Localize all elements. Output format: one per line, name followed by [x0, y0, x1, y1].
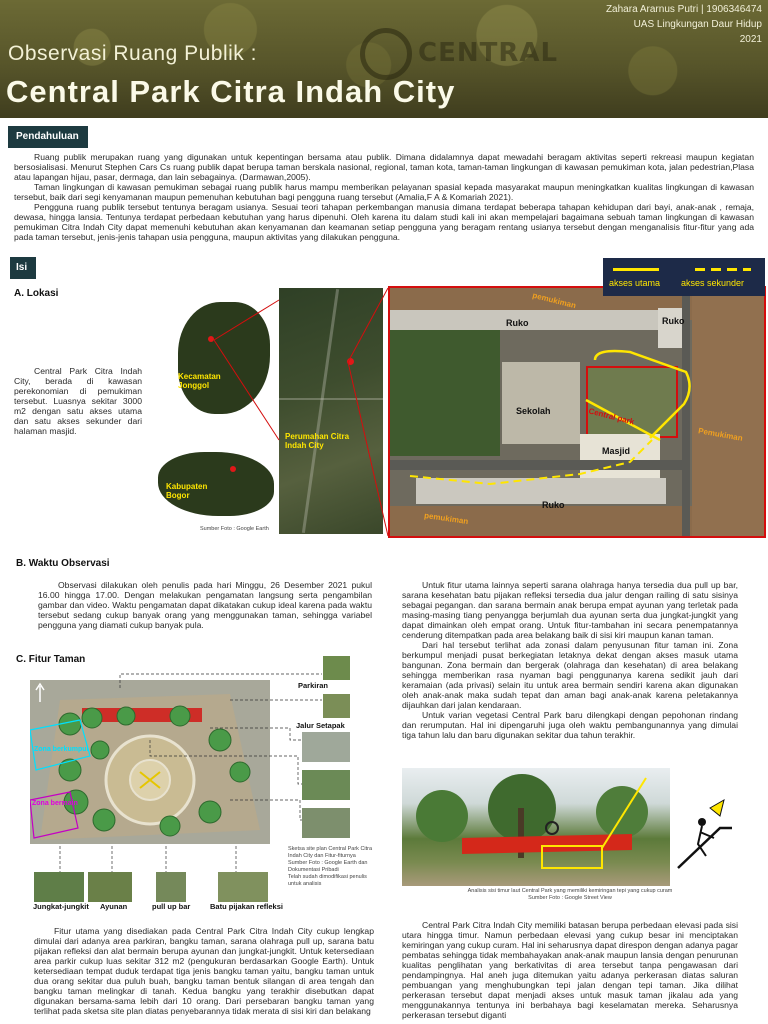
- label-kabupaten: Kabupaten Bogor: [166, 482, 208, 500]
- waktu-paragraph: Observasi dilakukan oleh penulis pada hari Minggu, 26 Desember 2021 pukul 16.00 hingga 17.00. Dengan melakukan pengamatan langsung serta pengambilan gambar dan video. Waktu pengamatan dapat dikatakan cukup ideal karena pada waktu tersebut sedang cukup banyak orang yang menggunakan taman, sehingga variabel pengguna yang diamati cukup banyak pula.: [38, 580, 372, 630]
- photo-jungkat-jungkit: [34, 872, 84, 902]
- photo-jalur-setapak: [323, 694, 350, 718]
- photo-analysis-overlay: [402, 768, 736, 886]
- street-view-photo: [402, 768, 736, 886]
- fitur-text: [34, 926, 374, 1022]
- right-paragraph: Untuk fitur utama lainnya seperti sarana olahraga hanya tersedia dua pull up bar, sarana kesehatan batu pijakan refleksi tersedia dua jalur dengan railing di satu sisinya sebagai pegangan. dan sarana bermain anak berupa empat ayunan yang terletak pada masing-masing tiang penyangga berjumlah dua ayunan serta dua jungkat-jungkit yang dapat dimainkan oleh empat orang. Untuk fitur-tambahan ini secara penempatannya cenderung ditempatkan pada area belakang baik di sisi kiri maupun kanan taman.: [402, 580, 738, 640]
- label-central-park: Central park: [587, 406, 636, 427]
- label-pemukiman-right: Pemukiman: [697, 426, 744, 443]
- label-jalur-setapak: Jalur Setapak: [296, 721, 345, 730]
- right-paragraph: Untuk varian vegetasi Central Park baru dilengkapi dengan pepohonan rindang dan rerumputan. Hal ini dipengaruhi juga oleh waktu pembangunannya yang dimulai tiga tahun lalu dan baru digunakan sekitar dua tahun terakhir.: [402, 710, 738, 740]
- photo-batu-pijakan: [218, 872, 268, 902]
- right-paragraph: Central Park Citra Indah City memiliki batasan berupa perbedaan elevasi pada sisi utara hingga timur. Namun perbedaan elevasi yang cukup besar ini menciptakan kemiringan yang cukup curam. Hal ini seharusnya dapat direspon dengan adanya pagar pembatas sehingga tidak membahayakan anak-anak maupun lansia dengan penurunan kualitas penglihatan yang berkativitas di area tersebut tanpa pengawasan dari pendampingnya. Hal aneh juga ditemukan yaitu adanya perkerasan diatas saluran pembuangan yang menghubungkan tepi jalan dengan tepi taman. Jika dilihat perkerasan tersebut dapat menjadi akses untuk masuk taman jikalau ada yang menggunakannya tentunya ini berbahaya bagi keselamatan mereka. Seharusnya perkerasan tersebut diganti: [402, 920, 738, 1020]
- course-name: UAS Lingkungan Daur Hidup: [633, 19, 762, 30]
- right-paragraph: Dari hal tersebut terlihat ada zonasi dalam penyusunan fitur taman ini. Zona berkumpul menjadi pusat berkegiatan letaknya dekat dengan akses masuk utama bangunan. Zona bermain dan bergerak (olahraga dan kesehatan) di area belakang sehingga memberikan rasa nyaman bagi penggunanya karena sedikit jauh dari keramaian (ada privasi) selain itu untuk area bermain sendiri karena akan digunakan oleh anak-anak maka sudah tepat dan aman bagi anak-anak karena peletakannya dijauhkan dari jalan kendaraan.: [402, 640, 738, 710]
- section-label-isi: Isi: [10, 257, 36, 279]
- photo-parkiran: [323, 656, 350, 680]
- photo-caption: Analisis sisi timur laut Central Park yang memiliki kemiringan tepi yang cukup curam Sumber Foto : Google Street View: [467, 888, 673, 901]
- intro-paragraph: Pengguna ruang publik tersebut tentunya beragam usianya. Sesuai teori tahapan perkembangan manusia dimana terdapat beberapa tahapan kehidupan dari bayi, anak-anak , remaja, dewasa, hingga lansia. Tentunya terdapat perbedaan kebutuhan yang harus dipenuhi. Oleh karena itu dalam studi kali ini akan mempelajari bagaimana sebuah taman lingkungan di kawasan pemukiman Citra Indah City dapat memenuhi kebutuhan akan kenyamanan dan keamanan setiap pengguna yang beragam rentang usianya tersebut dengan menganalisis fitur-fitur yang ada pada taman tersebut, jenis-jenis tahapan usia pengguna, maupun aktivitas yang dilakukan pengguna.: [14, 202, 754, 242]
- heading-fitur: C. Fitur Taman: [16, 654, 86, 665]
- photo-bangku-melingkar: [302, 770, 350, 800]
- elevation-text: [402, 920, 738, 1022]
- page-title: Central Park Citra Indah City: [6, 74, 456, 109]
- map-source-caption: Sumber Foto : Google Earth: [200, 526, 269, 532]
- logo-text: CENTRAL: [418, 38, 559, 68]
- label-pemukiman-bottom: pemukiman: [423, 510, 469, 527]
- lokasi-paragraph: Central Park Citra Indah City, berada di kawasan perekonomian di pemukiman tersebut. Luasnya sekitar 3000 m2 dengan satu akses utama dan satu akses sekunder dari halaman masjid.: [14, 366, 142, 436]
- label-batu-pijakan: Batu pijakan refleksi: [210, 902, 283, 911]
- label-sekolah: Sekolah: [516, 406, 551, 416]
- year: 2021: [739, 34, 762, 45]
- photo-pull-up-bar: [156, 872, 186, 902]
- fitur-paragraph: Fitur utama yang disediakan pada Central Park Citra Indah City cukup lengkap dimulai dari adanya area parkiran, bangku taman, sarana olahraga pull up, sarana batu pijakan refleksi dan alat bermain berupa ayunan dan jungkat-jungkit. Untuk ketersediaan area parkir cukup luas sekitar 312 m2 (pengukuran berdasarkan Google Earth). Untuk ketersediaan tempat duduk terdapat tiga jenis bangku taman yaitu, bangku taman untuk dua orang sekitar dua puluh buah, bangku taman bentuk silangan di area tengah dan bangku taman melingkar di tanah. Kedua bangku yang terakhir disebutkan dapat digunakan bersama-sama lebih dari 10 orang. Dari persebaran bangku taman yang terlihat pada sketsa site plan diatas penyebarannya tidak merata di sisi kiri dan belakang: [34, 926, 374, 1016]
- section-label-pendahuluan: Pendahuluan: [8, 126, 88, 148]
- label-kecamatan: Kecamatan Jonggol: [178, 372, 221, 390]
- label-perumahan: Perumahan Citra Indah City: [285, 432, 350, 450]
- label-ruko-bottom: Ruko: [542, 500, 565, 510]
- heading-waktu: B. Waktu Observasi: [16, 558, 110, 569]
- label-zona-berkumpul: Zona berkumpul: [34, 746, 89, 753]
- intro-paragraph: Ruang publik merupakan ruang yang digunakan untuk kepentingan bersama atau publik. Dimana didalamnya dapat mewadahi beragam aktivitas seperti rekreasi maupun kegiatan bersosialisasi. Menurut Stephen Cars Cs ruang publik dapat berupa taman berskala nasional, regional, taman kota, taman-taman lingkungan di kawasan pemukiman kota, jalan pedestrian,Plasa atau lapangan hijau, pasar, dermaga, dan lain sebagainya. (Darmawan,2005).: [14, 152, 754, 182]
- author-name: Zahara Ararnus Putri | 1906346474: [605, 4, 762, 15]
- label-zona-bermain: Zona bermain: [32, 800, 78, 807]
- site-plan-caption: Sketsa site plan Central Park Citra Indah City dan Fitur-fiturnya Sumber Foto : Google Earth dan Dokumentasi Pribadi Telah sudah dimodifikasi penulis untuk analisis: [288, 846, 373, 887]
- legend-label-utama: akses utama: [609, 278, 661, 288]
- label-ruko-top: Ruko: [506, 318, 529, 328]
- label-ayunan: Ayunan: [100, 902, 128, 911]
- photo-bangku-silang: [302, 808, 350, 838]
- photo-bangku-taman: [302, 732, 350, 762]
- label-parkiran: Parkiran: [298, 681, 329, 690]
- label-ruko-right: Ruko: [662, 316, 685, 326]
- label-pemukiman-top: pemukiman: [531, 290, 577, 311]
- legend-label-sekunder: akses sekunder: [681, 278, 745, 288]
- label-masjid: Masjid: [602, 446, 631, 456]
- label-jungkat-jungkit: Jungkat-jungkit: [33, 902, 89, 911]
- label-pull-up-bar: pull up bar: [152, 902, 191, 911]
- intro-paragraph: Taman lingkungan di kawasan pemukiman sebagai ruang publik harus mampu memberikan pelayanan spasial kepada masyarakat maupun meningkatkan kualitas lingkungan di kawasan tersebut, baik dari segi kenyamanan maupun pemenuhan kebutuhan bagi pengguna ruang tersebut (Amalia,F A & Komariah 2021).: [14, 182, 754, 202]
- photo-ayunan: [88, 872, 132, 902]
- header-subtitle: Observasi Ruang Publik :: [8, 42, 257, 65]
- heading-lokasi: A. Lokasi: [14, 288, 59, 299]
- right-column-text: [402, 580, 738, 740]
